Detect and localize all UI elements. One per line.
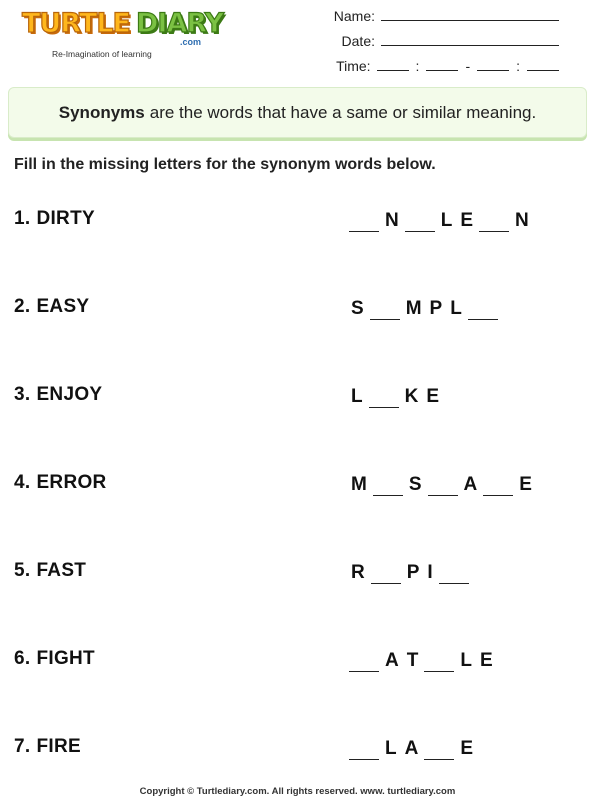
given-letter: L — [460, 650, 472, 671]
time-end-hour-field[interactable] — [477, 56, 509, 71]
question-number: 6. — [14, 648, 31, 669]
answer-pattern — [347, 208, 533, 232]
given-letter: S — [351, 298, 364, 319]
question-row — [0, 560, 595, 600]
question-word-text: FIGHT — [36, 648, 95, 669]
given-letter: E — [460, 738, 474, 759]
question-word-text: ENJOY — [36, 384, 103, 405]
missing-letter-blank[interactable] — [468, 297, 498, 320]
time-start-minute-field[interactable] — [426, 56, 458, 71]
question-row — [0, 296, 595, 336]
question-word — [14, 296, 89, 318]
copyright-footer: Copyright © Turtlediary.com. All rights reserved. www. turtlediary.com — [139, 786, 456, 797]
missing-letter-blank[interactable] — [349, 209, 379, 232]
given-letter: L — [450, 298, 462, 319]
given-letter: A — [463, 474, 478, 495]
given-letter: I — [427, 562, 433, 583]
question-word — [14, 648, 95, 670]
missing-letter-blank[interactable] — [349, 737, 379, 760]
missing-letter-blank[interactable] — [349, 649, 379, 672]
answer-pattern — [347, 736, 477, 760]
time-separator: : — [516, 58, 520, 74]
question-number: 1. — [14, 208, 31, 229]
given-letter: R — [351, 562, 365, 583]
question-number: 7. — [14, 736, 31, 757]
given-letter: E — [519, 474, 532, 495]
date-row — [299, 31, 559, 56]
given-letter: S — [408, 474, 422, 495]
given-letter: E — [426, 386, 440, 407]
definition-banner — [8, 87, 587, 138]
given-letter: P — [406, 562, 420, 583]
answer-pattern — [347, 648, 497, 672]
given-letter: L — [351, 386, 363, 407]
logo-word-diary: DIARY — [136, 7, 224, 39]
time-separator: : — [415, 58, 420, 74]
date-label: Date: — [341, 33, 375, 49]
time-start-hour-field[interactable] — [377, 56, 409, 71]
missing-letter-blank[interactable] — [439, 561, 469, 584]
question-word — [14, 208, 95, 230]
question-word — [14, 736, 81, 758]
given-letter: E — [479, 650, 493, 671]
missing-letter-blank[interactable] — [424, 649, 454, 672]
question-word-text: FIRE — [36, 736, 81, 757]
question-word-text: FAST — [36, 560, 87, 581]
logo-tagline: Re-Imagination of learning — [52, 49, 152, 59]
missing-letter-blank[interactable] — [373, 473, 403, 496]
missing-letter-blank[interactable] — [369, 385, 399, 408]
missing-letter-blank[interactable] — [405, 209, 435, 232]
definition-text: are the words that have a same or similar meaning. — [149, 102, 537, 122]
student-info-fields — [299, 6, 559, 81]
name-row — [299, 6, 559, 31]
given-letter: N — [385, 210, 399, 231]
missing-letter-blank[interactable] — [370, 297, 400, 320]
given-letter: A — [385, 650, 399, 671]
logo-domain-suffix: .com — [180, 37, 202, 47]
missing-letter-blank[interactable] — [424, 737, 454, 760]
time-separator: - — [465, 58, 471, 74]
given-letter: M — [405, 298, 422, 319]
answer-pattern — [347, 296, 500, 320]
question-row — [0, 384, 595, 424]
logo-word-turtle: TURTLE — [22, 7, 130, 39]
date-field[interactable] — [381, 31, 559, 46]
missing-letter-blank[interactable] — [371, 561, 401, 584]
missing-letter-blank[interactable] — [428, 473, 458, 496]
answer-pattern — [347, 472, 536, 496]
given-letter: N — [515, 210, 529, 231]
time-label: Time: — [336, 58, 371, 74]
given-letter: L — [385, 738, 397, 759]
turtle-diary-logo — [22, 6, 224, 62]
time-row — [299, 56, 559, 81]
given-letter: M — [351, 474, 367, 495]
given-letter: E — [460, 210, 474, 231]
name-field[interactable] — [381, 6, 559, 21]
question-row — [0, 472, 595, 512]
answer-pattern — [347, 560, 471, 584]
given-letter: A — [404, 738, 419, 759]
question-number: 5. — [14, 560, 31, 581]
question-row — [0, 208, 595, 248]
question-number: 2. — [14, 296, 31, 317]
missing-letter-blank[interactable] — [483, 473, 513, 496]
given-letter: T — [406, 650, 419, 671]
logo-wordmark — [22, 6, 223, 40]
question-row — [0, 648, 595, 688]
question-number: 4. — [14, 472, 31, 493]
definition-term: Synonyms — [58, 102, 145, 122]
question-word-text: DIRTY — [36, 208, 95, 229]
name-label: Name: — [333, 8, 375, 24]
question-word-text: ERROR — [36, 472, 107, 493]
given-letter: L — [440, 210, 453, 231]
given-letter: P — [429, 298, 443, 319]
question-row — [0, 736, 595, 776]
question-word-text: EASY — [36, 296, 90, 317]
given-letter: K — [404, 386, 419, 407]
missing-letter-blank[interactable] — [479, 209, 509, 232]
instructions: Fill in the missing letters for the synonym words below. — [14, 156, 436, 173]
time-end-minute-field[interactable] — [527, 56, 559, 71]
question-word — [14, 384, 102, 406]
question-word — [14, 560, 86, 582]
answer-pattern — [347, 384, 443, 408]
question-number: 3. — [14, 384, 31, 405]
question-word — [14, 472, 107, 494]
